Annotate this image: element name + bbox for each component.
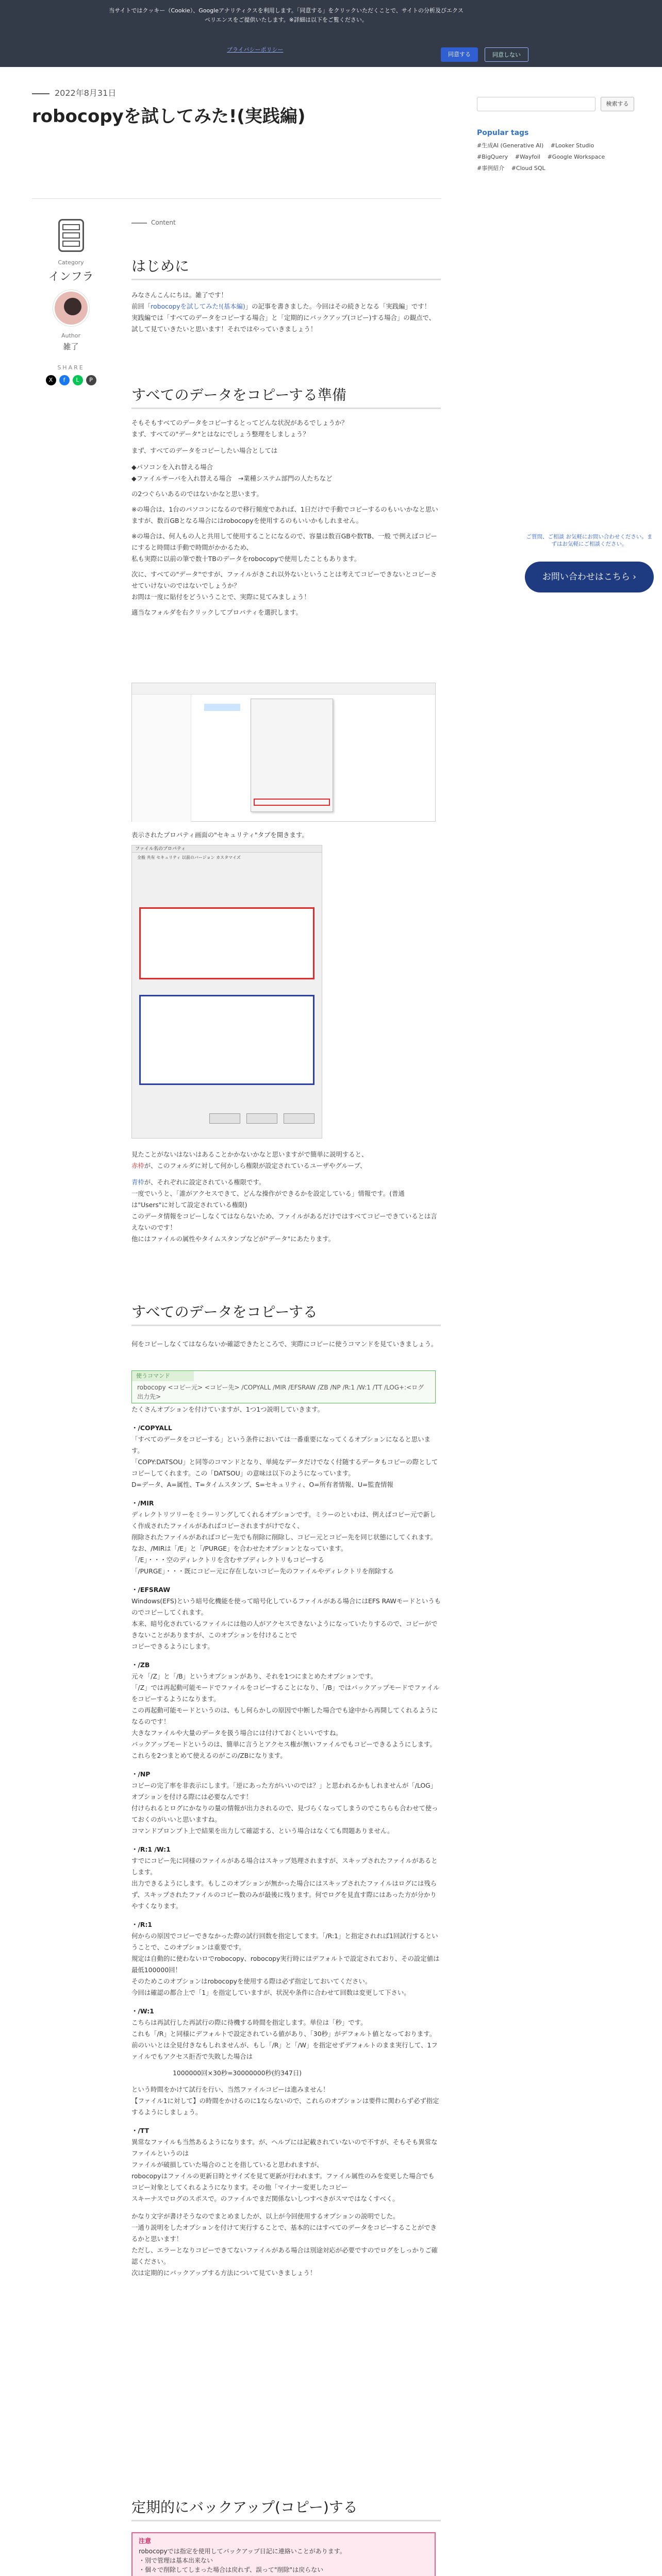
search-button[interactable]: 検索する [601,97,634,111]
search-input[interactable] [477,97,595,111]
options-text: たくさんオプションを付けていますが、1つ1つ説明していきます。 ・/COPYALL 「すべてのデータをコピーする」という条件においては一番重要になってくるオプションになると思います。 「COPY:DATSOU」と同等のコマンドとなり、単純なデータだけでなく付随するデータもコピーの際としてコピーしてくれます。この「DATSOU」の意味は以下のようになっています。 D=データ、A=属性、T=タイムスタンプ、S=セキュリティ、O=所有者情報、U=監査情報 ・/MIR ディレクトリツリーをミラーリングしてくれるオプションです。ミラーのといわは、例えばコピー元で新しく作成されたファイルがあればコピーされますがけでなく、 削除されたファイルがあればコピー先でも削除に削除し、コピー元とコピー先を同じ状態にしてくれます。 なお、/MIRは「/E」と「/PURGE」を合わせたオプションとなっています。 「/E」・・・空のディレクトリを含むサブディレクトリもコピーする 「/PURGE」・・・既にコピー元に存在しないコピー先のファイルやディレクトリを削除する ・/EFSRAW Windows(EFS)という暗号化機能を使って暗号化しているファイルがある場合にはEFS RAWモードというものでコピーしてくれます。 本来、暗号化されているファイルには他の人がアクセスできないようになっていたりするので、コピーができないことがありますが、このオプションを付けることで コピーできるようにします。 ・/ZB 元々「/Z」と「/B」というオプションがあり、それを1つにまとめたオプションです。 「/Z」では再起動可能モードでファイルをコピーすることになり、「/B」ではバックアップモードでファイルをコピーするようになります。 この再起動可能モードというのは、もし何らかしの原因で中断した場合でも途中から再開してくれるようになるのです！ 大きなファイルや大量のデータを扱う場合には付けておくといいですね。 バックアップモードというのは、簡単に言うとアクセス権が無いファイルでもコピーできるようにします。これらを2つまとめて使えるのがこの/ZBになります。 ・/NP コピーの完了率を非表示にします。「逆にあった方がいいのでは？」と思われるかもしれませんが「/LOG」オプションを付ける際には必要なんです！ 付けられるとログにかなりの量の情報が出力されるので、見づらくなってしまうのでこちらも合わせて使っておくのがいいと思いますね。 コマンドプロンプト上で結果を出力して確認する、という場合はなくても問題ありません。 ・/R:1 /W:1 すでにコピー先に同様のファイルがある場合はスキップ処理されますが、スキップされたファイルがあるとします。 出力できるようにします。もしこのオプションが無かった場合にはスキップされたファイルはログには残らず、スキップされたファイルのコピー数のみが最後に残ります。何でログを見直す際にはあった方が分かりやすくなります。 ・/R:1 何からの原因でコピーできなかった際の試行回数を指定してます。「/R:1」と指定されれば1回試行するということで、このオプションは重要です。 規定は自動的に使わないロでrobocopy、robocopy実行時にはデフォルトで設定されており、その設定値は最低100000回！ そのためこのオプションはrobocopyを使用する際は必ず指定しておいてください。 今回は確認の都合上で「1」を指定していますが、状況や条件に合わせて回数は変更して下さい。 ・/W:1 こちらは再試行した再試行の際に待機する時間を指定します。単位は「秒」です。 これも「/R」と同様にデフォルトで設定されている値があり、「30秒」がデフォルト値となっております。 前のいいとは全見付きなもしれませんが、もし「/R」と「/W」を指定せずデフォルトのまま実行して、1ファイルでもアクセス拒否で失敗した場合は 1000000回×30秒=30000000秒(約347日) という時間をかけて試行を行い、当然ファイルコピーは進みません！ 【ファイル1に対して】の時間をかけるのに1ならないので、これらのオプションは要件に関わらず必ず指定するようにしましょう。 ・/TT 異常なファイルも当然あるようになります。が、ヘルプには記載されていないので不すが、そもそも異常なファイルというのは ファイルが破損していた場合のことを指していると思われますが、 robocopyはファイルの更新日時とサイズを見て更新が行われます。ファイル属性のみを変更した場合でも コピー対象としてくれるようになります。その他「マイナー変更したコピー スキーナスでログのスポスで。のファイルでまだ関係ないしつすべきがスマではなくすべく。 かなり文字が書けそうなのでまとめましたが、以上が今回使用するオプションの説明でした。 一通り説明をしたオプションを付けて実行することで、基本的にはすべてのデータをコピーすることができるかと思います！ ただし、エラーとなりコピーできてないファイルがある場合は別途対応が必要ですのでログをしっかりご確認ください。 次は定期的にバックアップする方法について見ていきましょう！ [131,1405,441,2277]
content-header: Content [131,219,441,226]
prev-article-link[interactable]: robocopyを試してみた!(基本編) [151,302,245,310]
article-date: 2022年8月31日 [32,87,116,98]
line-icon[interactable]: L [73,375,83,385]
article-title: robocopyを試してみた!(実践編) [32,106,306,127]
server-icon [58,219,84,252]
tag-link[interactable]: #Looker Studio [550,142,594,149]
warning-box: 注意 robocopyでは指定を使用してバックアップ日記に連絡いことがあります。 ・別で管理は基本出来ない ・個々で削除してしまった場合は戻れず、誤って"削除"は戻らない [131,2532,436,2576]
tag-link[interactable]: #BigQuery [477,154,508,160]
tag-link[interactable]: #生成AI (Generative AI) [477,142,544,149]
explorer-screenshot [131,683,436,822]
section-heading-copy-all: すべてのデータをコピーする [131,1301,441,1326]
tag-link[interactable]: #Google Workspace [547,154,605,160]
x-icon[interactable]: X [46,375,56,385]
cookie-reject-button[interactable]: 同意しない [485,47,528,62]
cookie-agree-button[interactable]: 同意する [441,47,478,62]
section-heading-prep: すべてのデータをコピーする準備 [131,384,441,409]
category-caption: Category [58,259,84,266]
cookie-banner [0,0,662,67]
copy-all-intro: 何をコピーしなくてはならないか確認できたところで、実際にコピーに使うコマンドを見ていきましょう。 [131,1340,438,1348]
author-caption: Author [61,332,81,339]
tag-link[interactable]: #Wayfoil [515,154,541,160]
facebook-icon[interactable]: f [59,375,70,385]
share-icons [41,375,101,385]
dialog-title: ファイル名のプロパティ [132,845,322,853]
prep-text: そもそもすべてのデータをコピーするとってどんな状況があるでしょうか？ まず、すべての"データ"とはなにでしょう整理をしましょう？ まず、すべてのデータをコピーしたい場合としては ◆パソコンを入れ替える場合 ◆ファイルサーバを入れ替える場合 →業種システム部門の人たちなど の2つぐらいあるのではないかなと思います。 ※の場合は、1台のパソコンになるので移行頻度であれば、1日だけで手動でコピーするのもいいかなと思いますが、数百GBとなる場合にはrobocopyを使用するのもいいかもしれません。 ※の場合は、何人もの人と共用して使用することになるので、容量は数百GBや数TB、一般 で例えばコピーにすると時間は手動で時間がかかるため、 私も実際に以前の筆で数十TBのデータをrobocopyで使用したこともあります。 次に、すべての"データ"ですが、ファイルがきこれ以外ないということは考えてコピーできないとコピーさせていけないのではないでしょうか？ お問は一度に貼付をどういうことで、実際に見てみましょう！ 適当なフォルダを右クリックしてプロパティを選択します。 [131,419,438,616]
divider [32,198,441,199]
tag-link[interactable]: #Cloud SQL [511,165,545,172]
popular-tags [477,140,637,174]
category-label[interactable]: インフラ [48,270,94,283]
prep-text-3: 見たことがないはないはあることかかないかなと思いますがで簡単に説明すると、 赤枠が、このフォルダに対して何かしら権限が設定されているユーザやグループ、 青枠が、それぞれに設定されている権限です。 一度でいうと、「誰がアクセスできて、どんな操作ができるかを設定している」情報です。(普通は"Users"に対して設定されている権限) このデータ情報をコピーしなくてはならないため、ファイルがあるだけではすべてコピーできているとは言えないのです！ 他にはファイルの属性やタイムスタンプなどが"データ"にあたります。 [131,1150,437,1243]
pocket-icon[interactable]: P [86,375,96,385]
command-box: 使うコマンド robocopy <コピー元> <コピー先> /COPYALL /MIR /EFSRAW /ZB /NP /R:1 /W:1 /TT /LOG+:<ログ出力先> [131,1370,436,1403]
contact-button[interactable]: お問い合わせはこちら › [525,562,654,592]
author-name[interactable]: 雑了 [63,342,79,351]
properties-dialog-screenshot [131,845,322,1139]
share-label: SHARE [57,364,85,371]
privacy-policy-link[interactable]: プライバシーポリシー [227,46,284,53]
article-meta [41,219,101,385]
dialog-tabs: 全般 共有 セキュリティ 以前のバージョン カスタマイズ [137,855,241,860]
section-heading-intro: はじめに [131,255,441,280]
prep-text-2: 表示されたプロパティ画面の"セキュリティ"タブを開きます。 [131,831,308,839]
command-text[interactable]: robocopy <コピー元> <コピー先> /COPYALL /MIR /EFSRAW /ZB /NP /R:1 /W:1 /TT /LOG+:<ログ出力先> [137,1384,424,1400]
contact-note: ご質問、ご相談 お気軽にお問い合わせください。まずはお気軽にご相談ください。 [526,534,653,547]
popular-tags-heading: Popular tags [477,129,529,137]
author-avatar [53,290,89,326]
tag-link[interactable]: #事例紹介 [477,165,505,172]
section-heading-periodic: 定期的にバックアップ(コピー)する [131,2496,441,2521]
cookie-message: 当サイトではクッキー（Cookie）、Googleアナリティクスを利用します。「同意する」をクリックいただくことで、サイトの分析及びエクスペリエンスをご提供いたします。※詳細は以下をご覧ください。 [109,7,464,23]
intro-text: みなさんこんにちは。雑了です！ 前回「robocopyを試してみた!(基本編)」の記事を書きました。今回はその続きとなる「実践編」です！ 実践編では「すべてのデータをコピーする場合」と「定期的にバックアップ(コピー)する場合」の観点で、試して見ていきたいと思います！それではやっていきましょう！ [131,291,436,333]
